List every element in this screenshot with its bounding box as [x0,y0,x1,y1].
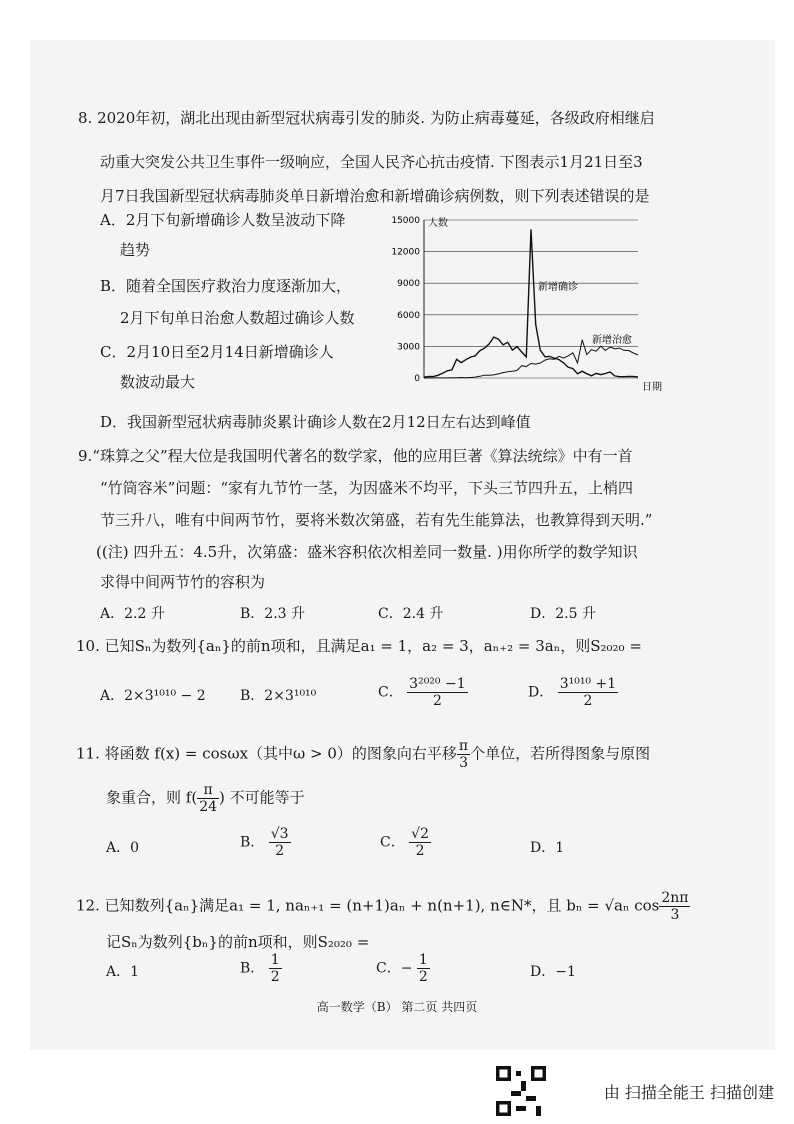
q9-line3: 节三升八，唯有中间两节竹，要将米数次第盛，若有先生能算法，也教算得到天明.” [100,511,653,529]
epidemic-line-chart [380,210,670,400]
q12-optC [376,952,430,985]
q11-line2 [106,782,305,815]
q10-optD-den: 2 [583,693,593,709]
q11-optC-frac [409,826,431,859]
q11-optC-label: C． [380,834,405,851]
y-tick-label: 0 [414,374,420,384]
q11-line2-a: 象重合，则 f( [106,788,198,807]
q11-frac-shift-num: π [458,738,469,754]
q8-optD: D．我国新型冠状病毒肺炎累计确诊人数在2月12日左右达到峰值 [100,413,531,431]
q11-optB-frac [269,826,291,859]
q9-line4: ((注) 四升五：4.5升，次第盛：盛米容积依次相差同一数量. )用你所学的数学知识 [96,543,638,561]
q8-optC2: 数波动最大 [120,373,196,391]
scanner-stamp: 由 扫描全能王 扫描创建 [603,1083,774,1102]
q11-frac-shift [457,738,470,771]
q8-line1: 8. 2020年初，湖北出现由新型冠状病毒引发的肺炎. 为防止病毒蔓延，各级政府相继启 [78,109,655,127]
legend-new-cured: 新增治愈 [592,335,632,346]
y-tick-label: 9000 [397,279,420,290]
q11-optC [380,826,431,859]
q11-optC-den: 2 [415,843,425,859]
y-tick-label: 12000 [391,247,420,258]
q10-optC-frac [407,676,467,709]
q11-line2-b: ) 不可能等于 [219,788,305,807]
q9-line5: 求得中间两节竹的容积为 [100,573,266,591]
q11-frac-arg [197,782,219,815]
q8-optC1: C．2月10日至2月14日新增确诊人 [100,343,334,361]
q8-optB2: 2月下旬单日治愈人数超过确诊人数 [120,309,355,327]
q9-optC: C．2.4 升 [378,606,444,622]
q11-optB [240,826,291,859]
q10-optD-label: D． [528,684,554,701]
q11-frac-arg-den: 24 [199,799,218,815]
q12-optB [240,952,282,985]
q9-optA: A．2.2 升 [100,606,165,622]
q8-optA2: 趋势 [120,241,151,259]
q11-line1-b: 个单位，若所得图象与原图 [470,744,651,763]
q10-optD [528,676,618,709]
q10-optD-num: 3¹⁰¹⁰ +1 [559,676,617,692]
q9-line1: 9.“珠算之父”程大位是我国明代著名的数学家，他的应用巨著《算法统综》中有一首 [78,447,633,465]
q10-optC [378,676,468,709]
q10-optC-den: 2 [432,693,442,709]
q12-frac-cos-den: 3 [670,907,680,923]
q10-text: 10. 已知Sₙ为数列{aₙ}的前n项和，且满足a₁ = 1，a₂ = 3，aₙ₊₂ = 3aₙ，则S₂₀₂₀ = [76,637,642,655]
q12-line1 [76,890,690,923]
q11-optD: D．1 [530,840,565,856]
q11-line1 [76,738,650,771]
q10-optD-frac [558,676,618,709]
q12-line1-a: 12. 已知数列{aₙ}满足a₁ = 1, naₙ₊₁ = (n+1)aₙ + n(n+1), n∈N*，且 bₙ = √aₙ cos [76,896,660,915]
q12-optC-label: C．− [376,960,413,977]
q12-optB-label: B． [240,960,265,977]
q12-optC-frac [417,952,430,985]
q8-optB1: B．随着全国医疗救治力度逐渐加大， [100,277,352,295]
q8-line3: 月7日我国新型冠状病毒肺炎单日新增治愈和新增确诊病例数，则下列表述错误的是 [100,187,650,205]
q12-frac-cos-num: 2nπ [661,890,689,906]
q12-optD: D．−1 [530,964,576,980]
chart-ylabel: 人数 [428,218,448,229]
q10-optA: A．2×3¹⁰¹⁰ − 2 [100,688,206,704]
q12-frac-cos [659,890,690,923]
legend-new-confirmed: 新增确诊 [538,282,578,293]
page-footer: 高一数学（B） 第二页 共四页 [316,1000,478,1014]
q11-frac-shift-den: 3 [459,755,468,771]
q11-optB-den: 2 [275,843,285,859]
q11-frac-arg-num: π [197,782,219,799]
q12-optC-num: 1 [418,952,428,968]
y-tick-label: 3000 [397,342,420,353]
q10-optB: B．2×3¹⁰¹⁰ [240,688,317,704]
qr-code-icon [496,1066,546,1116]
q9-optB: B．2.3 升 [240,606,306,622]
q11-optC-num: √2 [411,826,429,842]
q8-line2: 动重大突发公共卫生事件一级响应，全国人民齐心抗击疫情. 下图表示1月21日至3 [100,153,643,171]
q10-optC-num: 3²⁰²⁰ −1 [409,676,466,692]
y-tick-label: 15000 [391,216,420,226]
q12-optB-num: 1 [270,952,280,968]
q11-optB-num: √3 [270,826,289,842]
q10-optC-label: C． [378,684,403,701]
q11-optB-label: B． [240,834,265,851]
q12-optB-den: 2 [270,969,280,985]
q8-optA1: A．2月下旬新增确诊人数呈波动下降 [100,211,346,229]
q11-line1-a: 11. 将函数 f(x) = cosωx（其中ω > 0）的图象向右平移 [76,744,457,763]
y-tick-label: 6000 [397,310,420,321]
q12-optB-frac [269,952,282,985]
q9-line2: “竹筒容米”问题：“家有九节竹一茎，为因盛米不均平，下头三节四升五，上梢四 [100,479,634,497]
chart-xlabel: 日期 [642,382,662,393]
q12-optA: A．1 [106,964,140,980]
q11-optA: A．0 [106,840,140,856]
q12-line2: 记Sₙ为数列{bₙ}的前n项和，则S₂₀₂₀ = [106,933,370,951]
q9-optD: D．2.5 升 [530,606,596,622]
q12-optC-den: 2 [418,969,428,985]
